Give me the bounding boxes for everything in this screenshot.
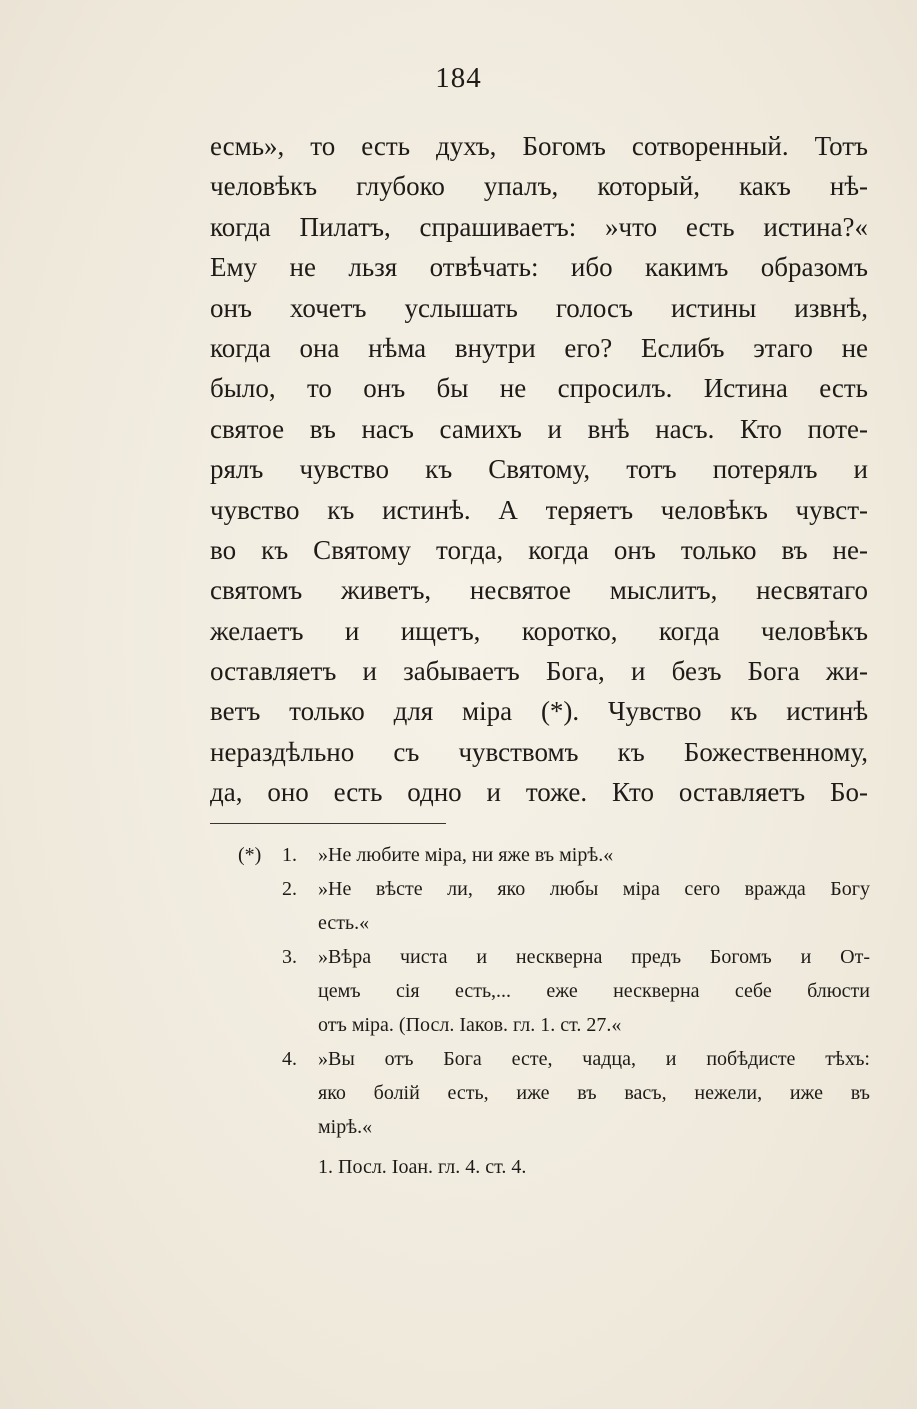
footnote-text: цемъ сія есть,... еже нескверна себе блюсти (318, 980, 870, 1002)
body-line: есмь», то есть духъ, Богомъ сотворенный. Тотъ (210, 131, 868, 161)
footnote-line (238, 940, 870, 974)
footnote-number: 3. (282, 946, 297, 968)
body-line: было, то онъ бы не спросилъ. Истина есть (210, 373, 868, 404)
footnote-number: 1. (282, 844, 297, 866)
body-line: рялъ чувство къ Святому, тотъ потерялъ и (210, 454, 868, 485)
footnote-text: »Вѣра чиста и нескверна предъ Богомъ и От- (318, 946, 870, 968)
body-line: оставляетъ и забываетъ Бога, и безъ Бога жи- (210, 656, 868, 687)
footnote-text: »Вы отъ Бога есте, чадца, и побѣдисте тѣхъ: (318, 1048, 870, 1070)
body-line: чувство къ истинѣ. А теряетъ человѣкъ чувст- (210, 494, 868, 525)
footnote-number: 4. (282, 1048, 297, 1070)
footnote-mark (238, 1042, 282, 1076)
body-line: когда она нѣма внутри его? Еслибъ этаго не (210, 332, 868, 363)
footnote-line (238, 1042, 870, 1076)
page-number: 184 (435, 62, 482, 94)
body-line: желаетъ и ищетъ, коротко, когда человѣкъ (210, 615, 868, 646)
body-line: во къ Святому тогда, когда онъ только въ не- (210, 534, 868, 565)
body-line: когда Пилатъ, спрашиваетъ: »что есть истина?« (210, 211, 868, 242)
footnote-line (238, 872, 870, 906)
footnote-text: отъ міра. (Посл. Іаков. гл. 1. ст. 27.« (318, 1014, 622, 1036)
body-line: нераздѣльно съ чувствомъ къ Божественному, (210, 736, 868, 767)
footnote-text: есть.« (318, 912, 370, 934)
body-line: святомъ живетъ, несвятое мыслитъ, несвятаго (210, 575, 868, 606)
body-line: онъ хочетъ услышать голосъ истины извнѣ, (210, 292, 868, 323)
footnotes (238, 838, 870, 1184)
footnote-mark (238, 872, 282, 906)
body-line: Ему не льзя отвѣчать: ибо какимъ образомъ (210, 252, 868, 283)
body-line: да, оно есть одно и тоже. Кто оставляетъ Бо- (210, 777, 868, 808)
footnote-mark: (*) (238, 844, 262, 866)
footnote-line (238, 838, 870, 872)
body-line: святое въ насъ самихъ и внѣ насъ. Кто поте- (210, 413, 868, 444)
body-line: ветъ только для міра (*). Чувство къ истинѣ (210, 696, 868, 727)
footnote-divider (210, 823, 446, 824)
footnote-source: 1. Посл. Іоан. гл. 4. ст. 4. (318, 1156, 527, 1178)
footnote-number: 2. (282, 878, 297, 900)
body-line: человѣкъ глубоко упалъ, который, какъ нѣ- (210, 171, 868, 202)
footnote-text: »Не вѣсте ли, яко любы міра сего вражда Богу (318, 878, 870, 900)
footnote-text: »Не любите міра, ни яже въ мірѣ.« (318, 844, 614, 866)
body-text (210, 126, 868, 813)
footnote-text: мірѣ.« (318, 1116, 373, 1138)
footnote-text: яко болій есть, иже въ васъ, нежели, иже въ (318, 1082, 870, 1104)
footnote-mark (238, 940, 282, 974)
